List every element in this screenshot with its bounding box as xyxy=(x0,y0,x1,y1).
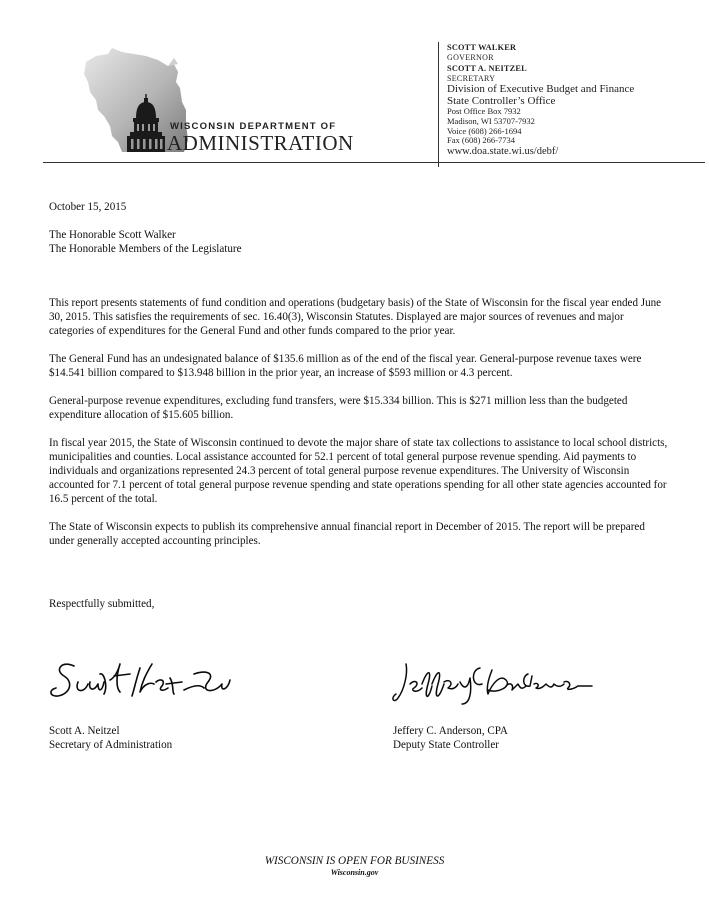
letterhead-vertical-divider xyxy=(438,42,439,167)
secretary-name: SCOTT A. NEITZEL xyxy=(447,64,527,73)
paragraph-5: The State of Wisconsin expects to publish its comprehensive annual financial report in December of 2015. The report will be prepared under generally accepted accounting principles. xyxy=(49,521,645,547)
division-name: Division of Executive Budget and Finance xyxy=(447,83,635,95)
closing: Respectfully submitted, xyxy=(49,598,155,610)
signer-1-name: Scott A. Neitzel xyxy=(49,725,120,737)
governor-title: GOVERNOR xyxy=(447,53,494,62)
signature-anderson xyxy=(388,654,598,708)
website-link[interactable]: www.doa.state.wi.us/debf/ xyxy=(447,146,559,158)
voice-phone: Voice (608) 266-1694 xyxy=(447,125,522,136)
office-name: State Controller’s Office xyxy=(447,94,556,107)
po-box: Post Office Box 7932 xyxy=(447,106,521,116)
footer-slogan: WISCONSIN IS OPEN FOR BUSINESS xyxy=(264,855,445,867)
signer-2-title: Deputy State Controller xyxy=(393,739,499,751)
paragraph-4: In fiscal year 2015, the State of Wisconsin continued to devote the major share of state tax collections to assistance to local school districts, municipalities and counties. Local assistance accounted for 52.1 percent of total general purpose revenue spending. Aid payments to individuals and organizations represented 24.3 percent of total general purpose revenue expenditures. The University of Wisconsin accounted for 7.1 percent of total general purpose revenue spending and state operations spending for all other state agencies accounted for 16.5 percent of the total. xyxy=(49,437,668,505)
paragraph-1: This report presents statements of fund condition and operations (budgetary basis) of the State of Wisconsin for the fiscal year ended June 30, 2015. This satisfies the requirements of sec. 16.40(3), Wisconsin Statutes. Displayed are major sources of revenues and major categories of expenditures for the General Fund and other funds compared to the prior year. xyxy=(49,297,662,337)
footer-website[interactable]: Wisconsin.gov xyxy=(330,868,379,877)
paragraph-3: General-purpose revenue expenditures, excluding fund transfers, were $15.334 billion. This is $271 million less than the budgeted expenditure allocation of $15.605 billion. xyxy=(49,395,628,421)
letterhead-divider xyxy=(43,162,705,163)
letterhead-contact-block xyxy=(447,42,702,157)
fax-number: Fax (608) 266-7734 xyxy=(447,135,515,146)
recipient-line-2: The Honorable Members of the Legislature xyxy=(49,243,242,255)
recipient-line-1: The Honorable Scott Walker xyxy=(49,229,176,241)
signer-1-title: Secretary of Administration xyxy=(49,739,173,751)
secretary-title: SECRETARY xyxy=(447,74,496,83)
signer-1-block xyxy=(49,724,172,752)
department-name-line2: ADMINISTRATION xyxy=(167,131,354,155)
governor-name: SCOTT WALKER xyxy=(447,43,517,52)
paragraph-2: The General Fund has an undesignated balance of $135.6 million as of the end of the fiscal year. General-purpose revenue taxes were $14.541 billion compared to $13.948 billion in the prior year, an increase of $593 million or 4.3 percent. xyxy=(49,353,642,379)
signature-neitzel xyxy=(44,652,244,706)
signer-2-block xyxy=(393,724,508,752)
department-name-line1: WISCONSIN DEPARTMENT OF xyxy=(170,121,337,132)
letter-date: October 15, 2015 xyxy=(49,201,127,213)
signer-2-name: Jeffery C. Anderson, CPA xyxy=(393,725,508,737)
city-address: Madison, WI 53707-7932 xyxy=(447,115,535,126)
